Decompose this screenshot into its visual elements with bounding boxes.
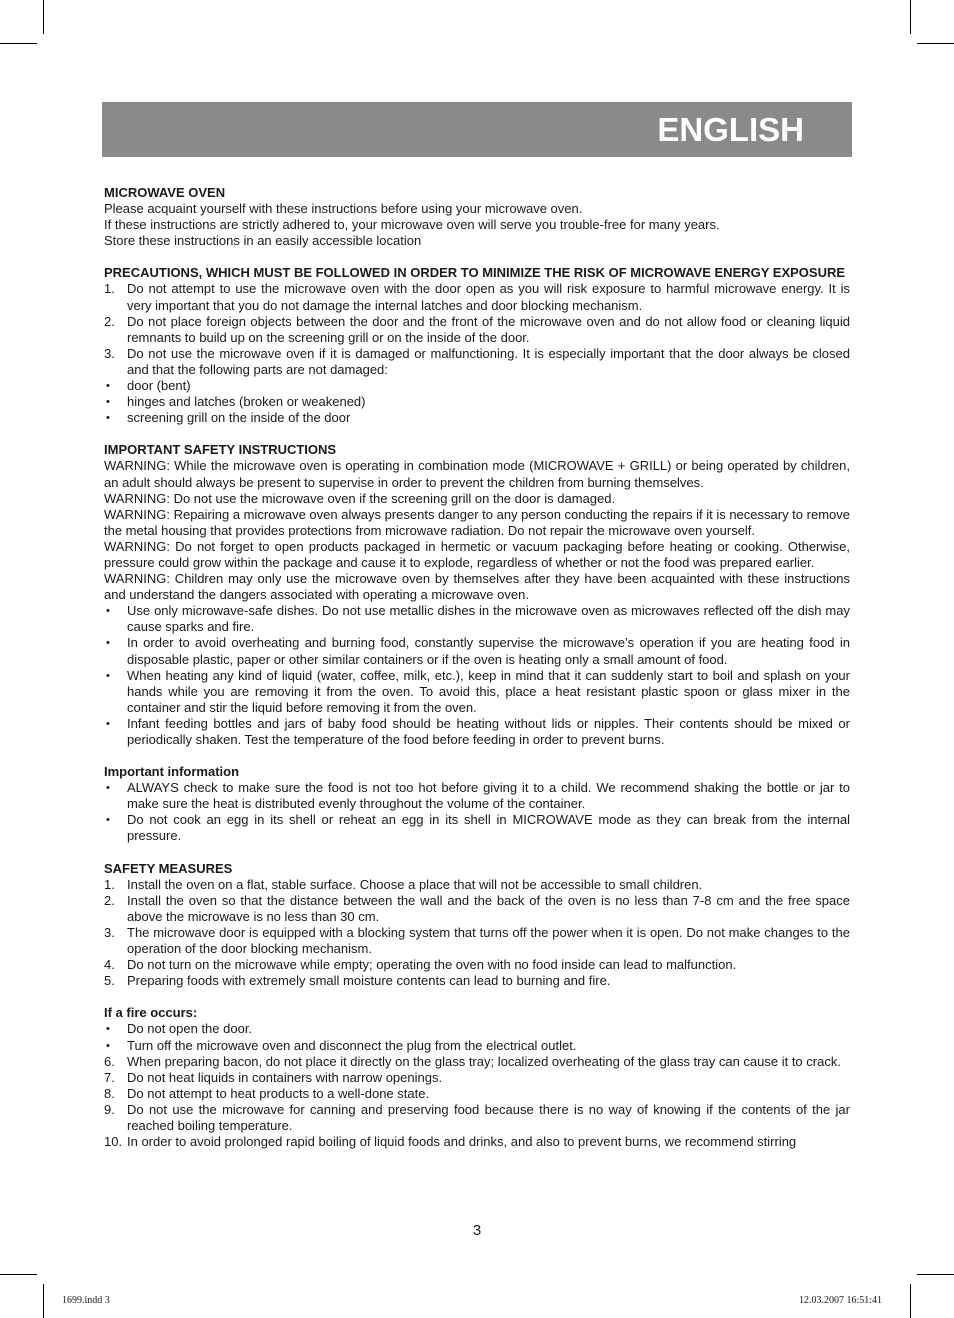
list-item: [104, 1021, 850, 1037]
section-fire: [104, 1005, 850, 1150]
page-number: 3: [472, 1222, 482, 1239]
crop-mark: [917, 43, 954, 44]
list-text: Do not attempt to use the microwave oven with the door open as you will risk exposure to harmful microwave energy. It is very important that you do not damage the internal latches and door blocking mechanism.: [127, 281, 850, 313]
list-item: [104, 877, 850, 893]
list-text: Preparing foods with extremely small moisture contents can lead to burning and fire.: [127, 973, 611, 989]
list-item: [104, 410, 850, 426]
list-item: [104, 1054, 850, 1070]
bullet-marker: •: [106, 814, 110, 827]
list-item: [104, 281, 850, 313]
list-item: [104, 1086, 850, 1102]
list-text: Do not use the microwave oven if it is damaged or malfunctioning. It is especially important that the door always be closed and that the following parts are not damaged:: [127, 345, 850, 377]
list-text: When preparing bacon, do not place it directly on the glass tray; localized overheating of the glass tray can cause it to crack.: [127, 1053, 841, 1069]
footer-filename: 1699.indd 3: [62, 1295, 110, 1306]
list-text: The microwave door is equipped with a blocking system that turns off the power when it is open. Do not make changes to the operation of the door blocking mechanism.: [127, 924, 850, 957]
page-title: ENGLISH: [657, 111, 804, 148]
list-item: [104, 716, 850, 748]
bullet-marker: •: [106, 1039, 110, 1052]
list-item: [104, 1038, 850, 1054]
list-marker: 6.: [104, 1053, 115, 1069]
list-item: [104, 973, 850, 989]
list-item: [104, 925, 850, 957]
crop-mark: [43, 1284, 44, 1318]
section-heading: SAFETY MEASURES: [104, 860, 233, 876]
section-precautions: [104, 265, 850, 426]
list-item: [104, 780, 850, 812]
list-marker: 3.: [104, 345, 115, 361]
section-heading: If a fire occurs:: [104, 1005, 198, 1021]
paragraph: Please acquaint yourself with these instructions before using your microwave oven.: [104, 201, 583, 217]
list-text: door (bent): [127, 378, 191, 394]
list-item: [104, 893, 850, 925]
list-text: In order to avoid overheating and burning food, constantly supervise the microwave’s operation if you are heating food in disposable plastic, paper or other similar containers or if the oven is heating only a small amount of food.: [127, 635, 850, 667]
list-item: [104, 346, 850, 378]
list-marker: 1.: [104, 281, 115, 297]
bullet-marker: •: [106, 669, 110, 682]
list-text: Install the oven so that the distance between the wall and the back of the oven is no less than 7-8 cm and the free space above the microwave is no less than 30 cm.: [127, 892, 850, 924]
section-heading: MICROWAVE OVEN: [104, 185, 226, 200]
section-important-information: [104, 764, 850, 844]
crop-mark: [43, 0, 44, 34]
list-marker: 8.: [104, 1085, 115, 1101]
bullet-marker: •: [106, 396, 110, 409]
list-marker: 5.: [104, 973, 115, 989]
bullet-marker: •: [106, 717, 110, 730]
list-text: Do not open the door.: [127, 1021, 253, 1037]
list-text: Do not heat liquids in containers with narrow openings.: [127, 1069, 443, 1085]
section-heading: IMPORTANT SAFETY INSTRUCTIONS: [104, 442, 337, 458]
list-marker: 1.: [104, 876, 115, 892]
crop-mark: [0, 43, 37, 44]
language-banner: [102, 102, 852, 157]
section-important-safety: [104, 442, 850, 748]
list-item: [104, 812, 850, 844]
list-text: Do not cook an egg in its shell or reheat an egg in its shell in MICROWAVE mode as they can break from the internal pressure.: [127, 812, 850, 844]
bullet-marker: •: [106, 782, 110, 795]
crop-mark: [0, 1274, 37, 1275]
crop-mark: [917, 1274, 954, 1275]
list-item: [104, 1134, 850, 1150]
section-microwave-oven: [104, 185, 850, 249]
warning-text: WARNING: Do not forget to open products packaged in hermetic or vacuum packaging before heating or cooking. Otherwise, pressure could grow within the package and cause it to explode, regardless of whether or not the food was prepared earlier.: [104, 538, 850, 570]
list-item: [104, 668, 850, 716]
crop-mark: [910, 0, 911, 34]
list-marker: 4.: [104, 957, 115, 973]
list-text: Do not place foreign objects between the door and the front of the microwave oven and do not allow food or cleaning liquid remnants to build up on the screening grill or on the inside of the door.: [127, 313, 850, 345]
list-text: Do not turn on the microwave while empty; operating the oven with no food inside can lead to malfunction.: [127, 957, 737, 973]
list-text: Install the oven on a flat, stable surface. Choose a place that will not be accessible to small children.: [127, 876, 703, 892]
list-text: In order to avoid prolonged rapid boiling of liquid foods and drinks, and also to prevent burns, we recommend stirring: [127, 1134, 797, 1150]
list-item: [104, 378, 850, 394]
warning-text: WARNING: Children may only use the microwave oven by themselves after they have been acquainted with these instructions and understand the dangers associated with operating a microwave oven.: [104, 571, 850, 603]
list-marker: 2.: [104, 892, 115, 908]
list-marker: 7.: [104, 1069, 115, 1085]
paragraph: If these instructions are strictly adhered to, your microwave oven will serve you trouble-free for many years.: [104, 217, 720, 233]
warning-text: WARNING: While the microwave oven is operating in combination mode (MICROWAVE + GRILL) or being operated by children, an adult should always be present to supervise in order to prevent the children from burning themselves.: [104, 458, 850, 490]
list-text: Use only microwave-safe dishes. Do not use metallic dishes in the microwave oven as microwaves reflected off the dish may cause sparks and fire.: [127, 603, 850, 635]
list-text: Infant feeding bottles and jars of baby food should be heating without lids or nipples. Their contents should be mixed or periodically shaken. Test the temperature of the food before feeding in order to prevent burns.: [127, 715, 850, 747]
list-item: [104, 957, 850, 973]
footer-datetime: 12.03.2007 16:51:41: [798, 1295, 882, 1306]
list-item: [104, 635, 850, 667]
list-text: Do not attempt to heat products to a well-done state.: [127, 1085, 430, 1101]
bullet-marker: •: [106, 637, 110, 650]
section-heading: PRECAUTIONS, WHICH MUST BE FOLLOWED IN ORDER TO MINIMIZE THE RISK OF MICROWAVE ENERGY EXPOSURE: [104, 265, 846, 281]
section-heading: Important information: [104, 764, 240, 780]
warning-text: WARNING: Repairing a microwave oven always presents danger to any person conducting the repairs if it is necessary to remove the metal housing that provides protections from microwave radiation. Do not repair the microwave oven yourself.: [104, 506, 850, 538]
bullet-marker: •: [106, 380, 110, 393]
list-text: Do not use the microwave for canning and preserving food because there is no way of knowing if the contents of the jar reached boiling temperature.: [127, 1101, 850, 1133]
bullet-marker: •: [106, 412, 110, 425]
list-text: screening grill on the inside of the door: [127, 410, 351, 426]
bullet-marker: •: [106, 605, 110, 618]
list-item: [104, 1102, 850, 1134]
warning-text: WARNING: Do not use the microwave oven if the screening grill on the door is damaged.: [104, 490, 616, 506]
list-marker: 9.: [104, 1101, 115, 1117]
list-item: [104, 603, 850, 635]
list-marker: 10.: [104, 1134, 123, 1150]
list-text: hinges and latches (broken or weakened): [127, 394, 366, 410]
paragraph: Store these instructions in an easily accessible location: [104, 233, 422, 249]
list-item: [104, 394, 850, 410]
section-safety-measures: [104, 861, 850, 990]
document-body: [104, 185, 850, 1150]
bullet-marker: •: [106, 1023, 110, 1036]
list-marker: 2.: [104, 313, 115, 329]
list-text: ALWAYS check to make sure the food is not too hot before giving it to a child. We recommend shaking the bottle or jar to make sure the heat is distributed evenly throughout the volume of the container.: [127, 780, 850, 812]
list-marker: 3.: [104, 924, 115, 940]
list-text: When heating any kind of liquid (water, coffee, milk, etc.), keep in mind that it can suddenly start to boil and splash on your hands while you are removing it from the oven. To avoid this, place a heat resistant plastic spoon or glass mixer in the container and stir the liquid before removing it from the oven.: [127, 667, 850, 715]
list-item: [104, 1070, 850, 1086]
list-text: Turn off the microwave oven and disconnect the plug from the electrical outlet.: [127, 1037, 577, 1053]
list-item: [104, 314, 850, 346]
crop-mark: [910, 1284, 911, 1318]
